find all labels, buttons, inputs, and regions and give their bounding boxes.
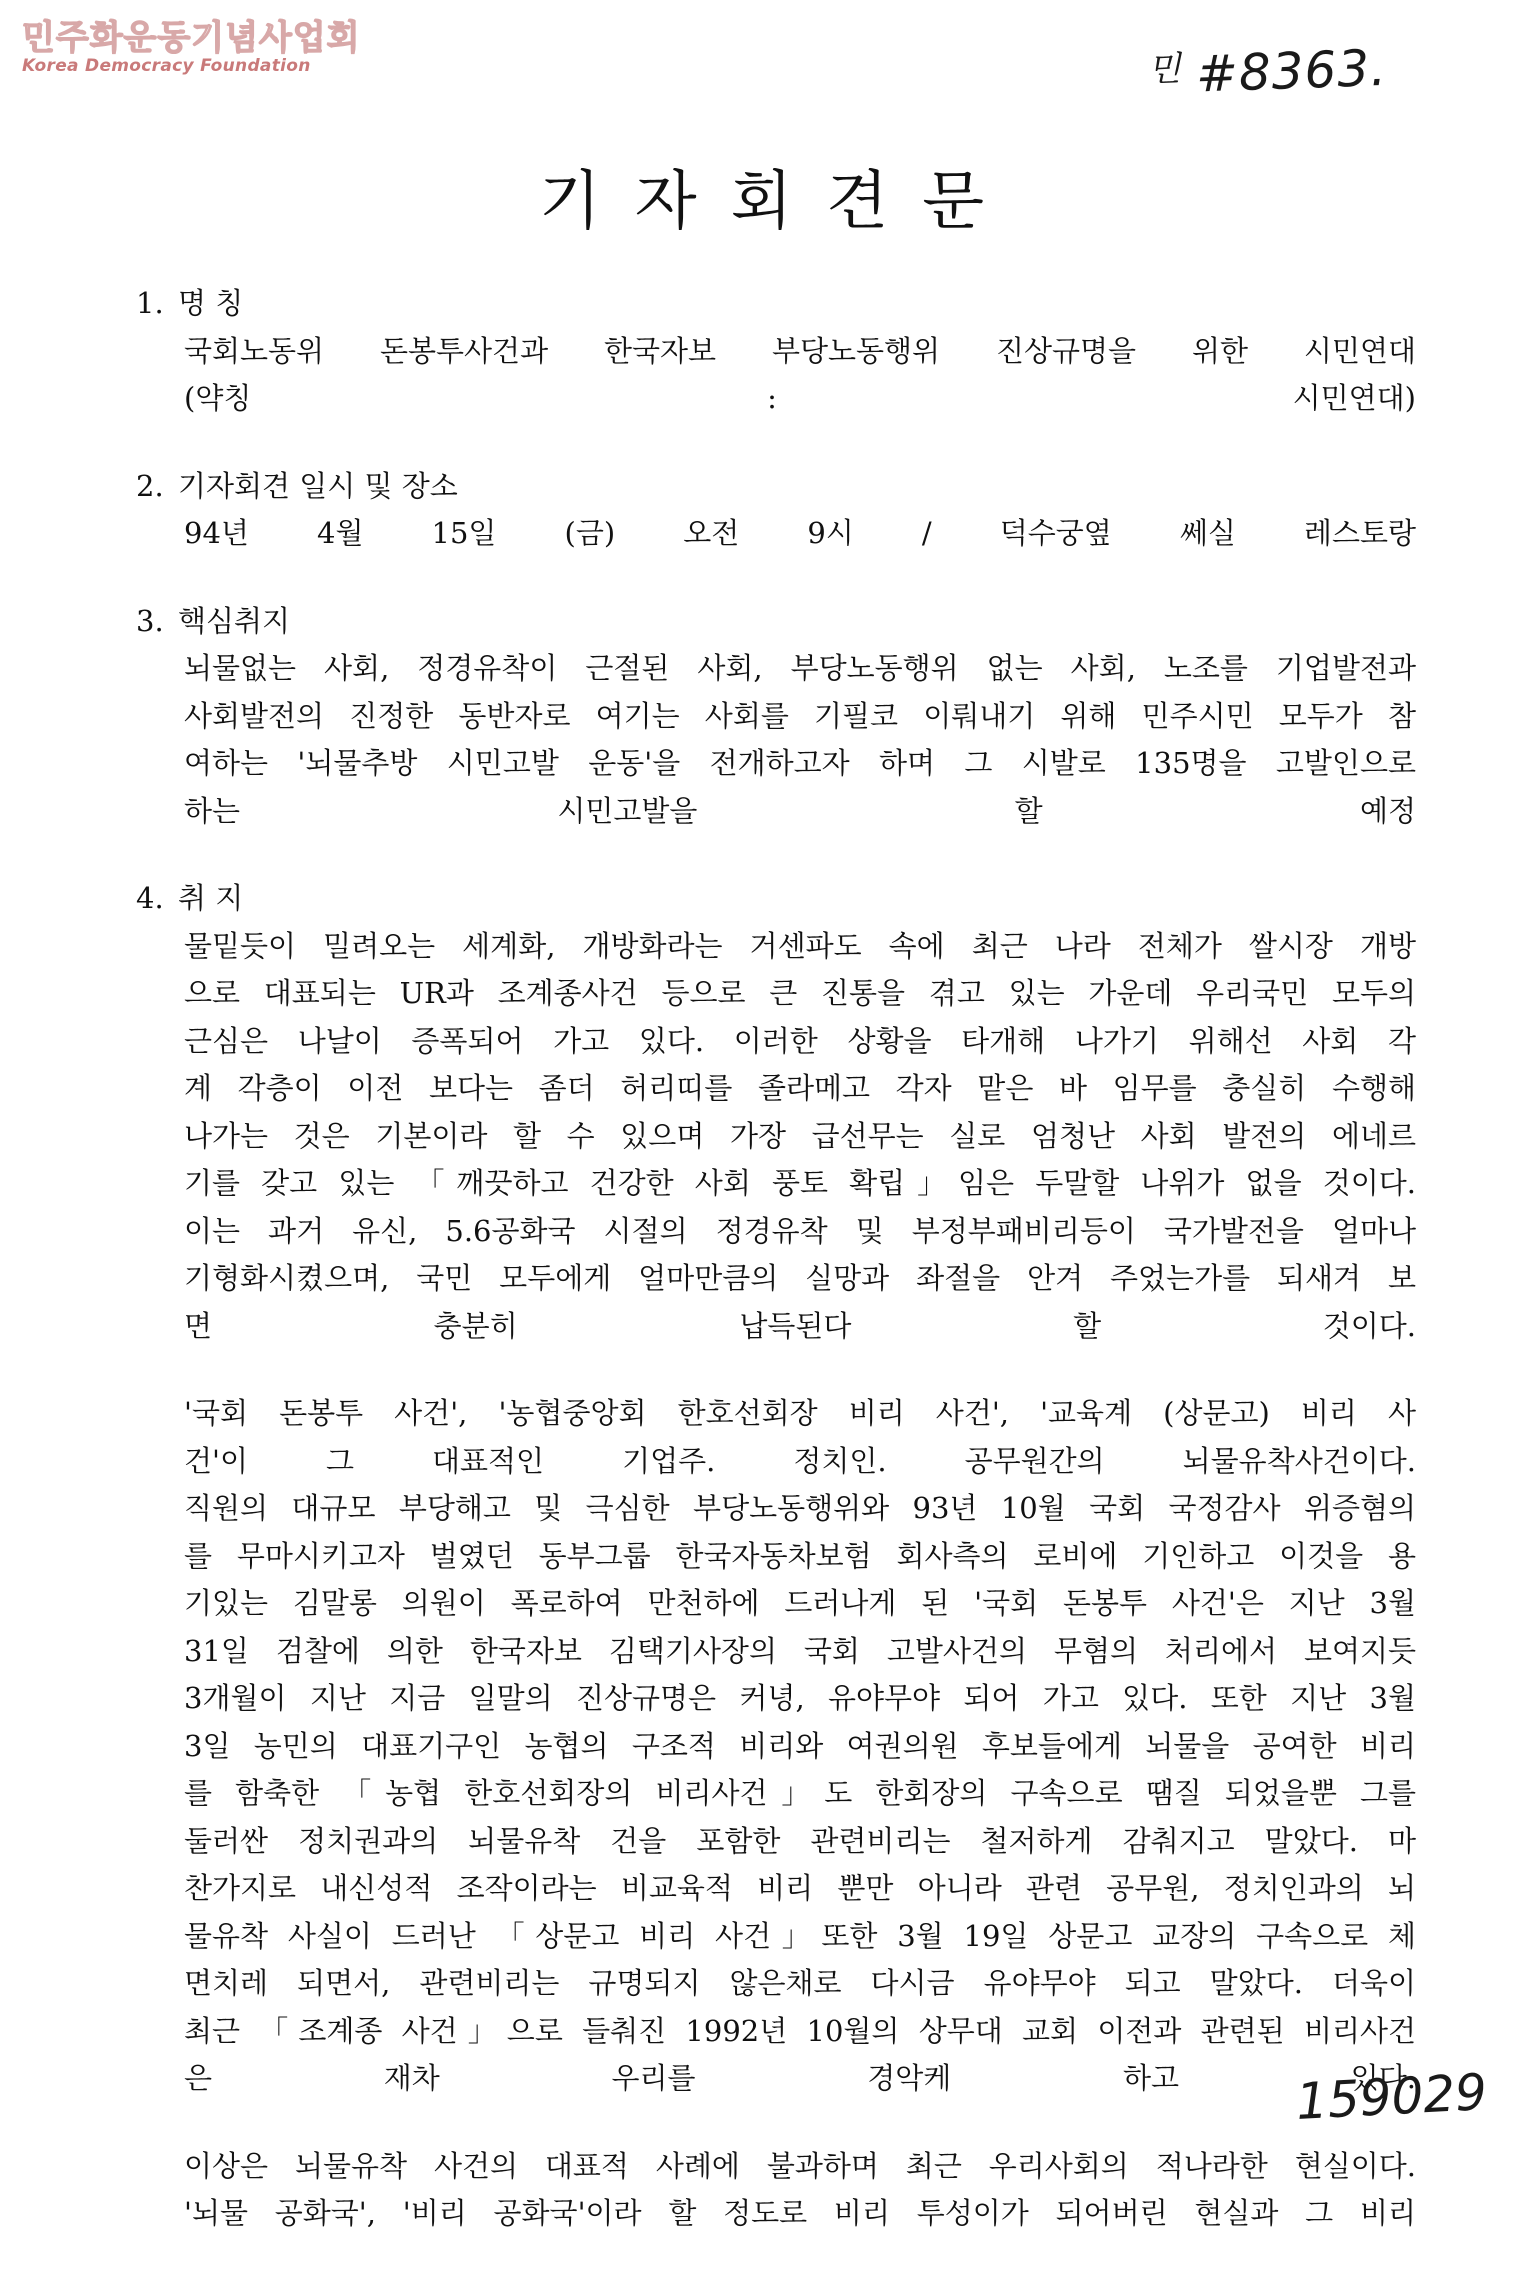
body-line: 물유착 사실이 드러난 「상문고 비리 사건」또한 3월 19일 상문고 교장의 구속으로 체 bbox=[184, 1918, 1416, 1953]
document-body bbox=[136, 280, 1416, 2278]
paragraph bbox=[184, 923, 1416, 1351]
body-line: 나가는 것은 기본이라 할 수 있으며 가장 급선무는 실로 엄청난 사회 발전의 에네르 bbox=[184, 1118, 1416, 1153]
section-4 bbox=[136, 875, 1416, 2238]
handwritten-document-number bbox=[1147, 34, 1388, 105]
body-line: 기를 갖고 있는 「깨끗하고 건강한 사회 풍토 확립」임은 두말할 나위가 없을 것이다. bbox=[184, 1166, 1416, 1200]
section-body bbox=[184, 923, 1416, 2238]
section-body bbox=[184, 328, 1416, 423]
body-line: 를 함축한 「농협 한호선회장의 비리사건」도 한회장의 구속으로 땜질 되었을뿐 그를 bbox=[184, 1776, 1416, 1810]
section-number: 3. bbox=[136, 603, 164, 638]
section-heading bbox=[136, 598, 1416, 646]
foundation-watermark-logo bbox=[22, 18, 360, 76]
section-title: 명 칭 bbox=[178, 286, 244, 320]
handwritten-archive-number: 159029 bbox=[1294, 2063, 1489, 2131]
body-line: 최근 「조계종 사건」으로 들춰진 1992년 10월의 상무대 교회 이전과 관련된 비리사건 bbox=[184, 2013, 1416, 2048]
body-line: 이는 과거 유신, 5.6공화국 시절의 정경유착 및 부정부패비리등이 국가발전을 얼마나 bbox=[184, 1213, 1416, 1248]
body-line: 은 재차 우리를 경악케 하고 있다. bbox=[184, 2061, 1416, 2095]
section-body bbox=[184, 510, 1416, 558]
body-line: 기있는 김말롱 의원이 폭로하여 만천하에 드러나게 된 '국회 돈봉투 사건'은 지난 3월 bbox=[184, 1586, 1416, 1620]
section-1 bbox=[136, 280, 1416, 423]
body-line: 3일 농민의 대표기구인 농협의 구조적 비리와 여권의원 후보들에게 뇌물을 공여한 비리 bbox=[184, 1728, 1416, 1763]
paragraph bbox=[184, 2143, 1416, 2238]
body-line: 이상은 뇌물유착 사건의 대표적 사례에 불과하며 최근 우리사회의 적나라한 현실이다. bbox=[184, 2148, 1416, 2183]
body-line: 3개월이 지난 지금 일말의 진상규명은 커녕, 유야무야 되어 가고 있다. 또한 지난 3월 bbox=[184, 1681, 1416, 1715]
body-line: 를 무마시키고자 벌였던 동부그룹 한국자동차보험 회사측의 로비에 기인하고 이것을 용 bbox=[184, 1538, 1416, 1573]
body-line: 면 충분히 납득된다 할 것이다. bbox=[184, 1308, 1416, 1343]
body-line: 94년 4월 15일 (금) 오전 9시 / 덕수궁옆 쎄실 레스토랑 bbox=[184, 516, 1416, 550]
body-line: 둘러싼 정치권과의 뇌물유착 건을 포함한 관련비리는 철저하게 감춰지고 말았다. 마 bbox=[184, 1823, 1416, 1858]
section-number: 1. bbox=[136, 286, 164, 320]
handwritten-prefix: 민 bbox=[1147, 49, 1183, 91]
body-line: 근심은 나날이 증폭되어 가고 있다. 이러한 상황을 타개해 나가기 위해선 사회 각 bbox=[184, 1023, 1416, 1058]
page-title: 기자회견문 bbox=[538, 165, 1019, 239]
body-line: 직원의 대규모 부당해고 및 극심한 부당노동행위와 93년 10월 국회 국정감사 위증혐의 bbox=[184, 1491, 1416, 1525]
body-line: 31일 검찰에 의한 한국자보 김택기사장의 국회 고발사건의 무혐의 처리에서 보여지듯 bbox=[184, 1633, 1416, 1668]
body-line: 여하는 '뇌물추방 시민고발 운동'을 전개하고자 하며 그 시발로 135명을 고발인으로 bbox=[184, 746, 1416, 780]
body-line: '뇌물 공화국', '비리 공화국'이라 할 정도로 비리 투성이가 되어버린 현실과 그 비리 bbox=[184, 2196, 1416, 2230]
section-number: 4. bbox=[136, 881, 164, 915]
body-line: 뇌물없는 사회, 정경유착이 근절된 사회, 부당노동행위 없는 사회, 노조를 기업발전과 bbox=[184, 651, 1416, 685]
body-line: 물밑듯이 밀려오는 세계화, 개방화라는 거센파도 속에 최근 나라 전체가 쌀시장 개방 bbox=[184, 928, 1416, 963]
section-body bbox=[184, 645, 1416, 835]
body-line: 찬가지로 내신성적 조작이라는 비교육적 비리 뿐만 아니라 관련 공무원, 정치인과의 뇌 bbox=[184, 1871, 1416, 1905]
watermark-english-name: Korea Democracy Foundation bbox=[22, 56, 311, 76]
watermark-korean-name: 민주화운동기념사업회 bbox=[22, 18, 361, 58]
paragraph bbox=[184, 1390, 1416, 2103]
body-line: 면치레 되면서, 관련비리는 규명되지 않은채로 다시금 유야무야 되고 말았다. 더욱이 bbox=[184, 1966, 1416, 2000]
body-line: 으로 대표되는 UR과 조계종사건 등으로 큰 진통을 겪고 있는 가운데 우리국민 모두의 bbox=[184, 976, 1416, 1010]
section-heading bbox=[136, 280, 1416, 328]
handwritten-number: #8363. bbox=[1194, 38, 1388, 104]
body-line: 계 각층이 이전 보다는 좀더 허리띠를 졸라메고 각자 맡은 바 임무를 충실히 수행해 bbox=[184, 1071, 1416, 1105]
section-number: 2. bbox=[136, 468, 164, 503]
section-title: 핵심취지 bbox=[178, 603, 291, 638]
body-line: 국회노동위 돈봉투사건과 한국자보 부당노동행위 진상규명을 위한 시민연대 bbox=[184, 333, 1416, 368]
body-line: 건'이 그 대표적인 기업주. 정치인. 공무원간의 뇌물유착사건이다. bbox=[184, 1443, 1416, 1478]
section-title: 취 지 bbox=[178, 881, 244, 915]
body-line: 사회발전의 진정한 동반자로 여기는 사회를 기필코 이뤄내기 위해 민주시민 모두가 참 bbox=[184, 698, 1416, 733]
section-2 bbox=[136, 463, 1416, 558]
body-line: 기형화시켰으며, 국민 모두에게 얼마만큼의 실망과 좌절을 안겨 주었는가를 되새겨 보 bbox=[184, 1261, 1416, 1295]
section-3 bbox=[136, 598, 1416, 836]
section-heading bbox=[136, 875, 1416, 923]
body-line: 하는 시민고발을 할 예정 bbox=[184, 793, 1416, 828]
body-line: '국회 돈봉투 사건', '농협중앙회 한호선회장 비리 사건', '교육계 (상문고) 비리 사 bbox=[184, 1396, 1416, 1430]
body-line: (약칭 : 시민연대) bbox=[184, 381, 1416, 415]
section-heading bbox=[136, 463, 1416, 511]
section-title: 기자회견 일시 및 장소 bbox=[178, 468, 458, 503]
